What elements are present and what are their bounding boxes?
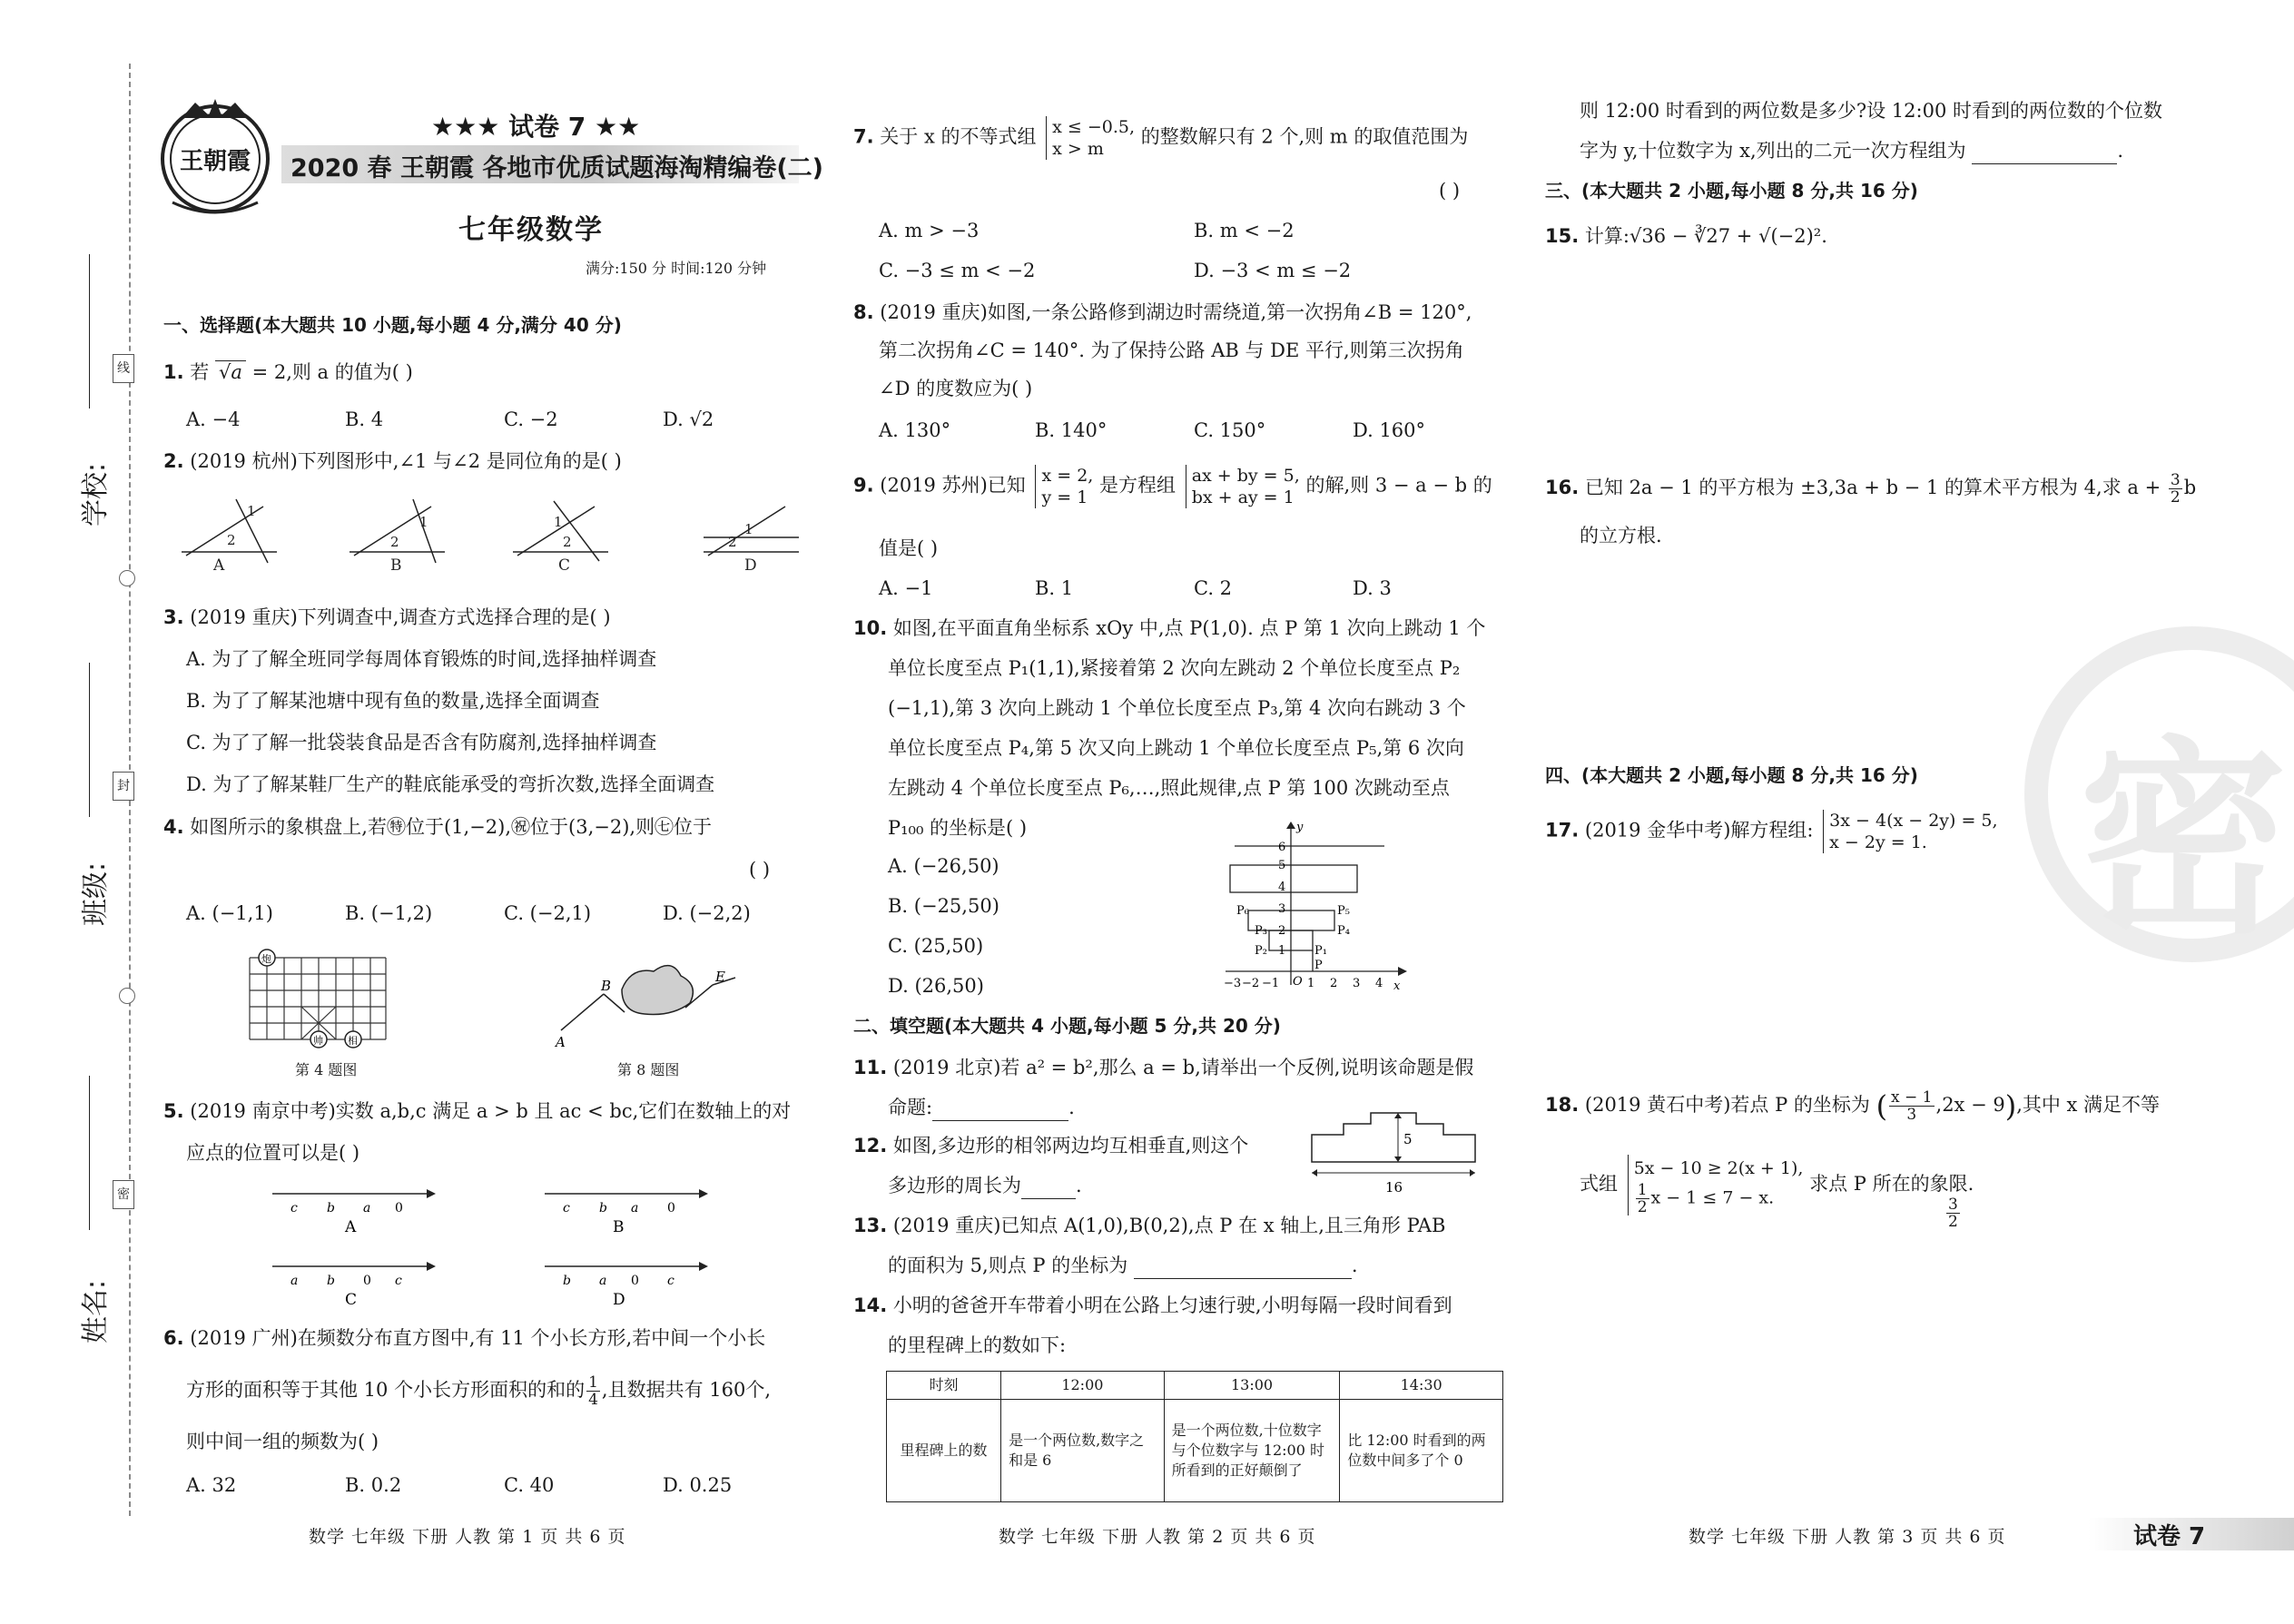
q5-number-lines — [263, 1180, 735, 1316]
q18-answer-area[interactable] — [1545, 1235, 2235, 1498]
svg-text:−3: −3 — [1224, 977, 1242, 990]
section-4-title: 四、(本大题共 2 小题,每小题 8 分,共 16 分) — [1545, 764, 1918, 786]
q13-answer-blank[interactable] — [1134, 1253, 1352, 1279]
watermark-text: 密 — [2079, 720, 2289, 962]
q8-option-d[interactable]: D. 160° — [1353, 419, 1426, 441]
q1-option-b[interactable]: B. 4 — [345, 408, 384, 430]
q1-option-a[interactable]: A. −4 — [186, 408, 241, 430]
svg-text:2: 2 — [728, 534, 737, 550]
brand-logo-text: 王朝霞 — [179, 148, 251, 175]
q10-option-b[interactable]: B. (−25,50) — [888, 895, 999, 917]
q14-answer-blank[interactable] — [1972, 138, 2117, 164]
svg-text:a: a — [363, 1201, 371, 1216]
question-6-line2: 方形的面积等于其他 10 个小长方形面积的和的 $\frac{1}{4}$ ,且数据共有 160个, — [186, 1373, 772, 1409]
svg-text:A: A — [556, 1034, 566, 1050]
question-8-line3: ∠D 的度数应为( ) — [879, 378, 1033, 399]
footer-page-2: 数学 七年级 下册 人教 第 2 页 共 6 页 — [999, 1527, 1316, 1547]
question-8: 8. (2019 重庆)如图,一条公路修到湖边时需绕道,第一次拐角∠B = 120°, — [853, 301, 1472, 323]
question-2: 2. (2019 杭州)下列图形中,∠1 与∠2 是同位角的是( ) — [163, 450, 622, 472]
subject-title: 七年级数学 — [458, 214, 604, 246]
q8-option-c[interactable]: C. 150° — [1194, 419, 1266, 441]
svg-text:1: 1 — [554, 514, 563, 530]
table-cell: 比 12:00 时看到的两位数中间多了个 0 — [1340, 1400, 1503, 1502]
q7-answer-paren: ( ) — [1439, 180, 1461, 202]
seal-tag-seal: 封 — [113, 772, 134, 801]
q5-label-a: A — [345, 1218, 357, 1236]
question-8-line2: 第二次拐角∠C = 140°. 为了保持公路 AB 与 DE 平行,则第三次拐角 — [879, 340, 1464, 361]
table-header-cell: 13:00 — [1164, 1372, 1340, 1400]
question-3: 3. (2019 重庆)下列调查中,调查方式选择合理的是( ) — [163, 606, 611, 628]
q16-answer-area[interactable] — [1545, 563, 2235, 744]
svg-text:2: 2 — [1278, 924, 1286, 938]
school-field[interactable] — [89, 254, 91, 408]
q18-frac-3-2: $\frac{3}{2}$ — [1948, 1196, 1958, 1231]
q2-label-c: C — [558, 556, 571, 572]
question-12-line2: 多边形的周长为 . — [888, 1173, 1082, 1199]
q2-angle-figures — [172, 490, 826, 572]
footer-page-1: 数学 七年级 下册 人教 第 1 页 共 6 页 — [309, 1527, 626, 1547]
q15-answer-area[interactable] — [1545, 263, 2235, 454]
svg-text:c: c — [290, 1201, 298, 1216]
q9-option-c[interactable]: C. 2 — [1194, 577, 1233, 599]
table-cell: 是一个两位数,十位数字与个位数字与 12:00 时所看到的正好颠倒了 — [1164, 1400, 1340, 1502]
question-10-line5: 左跳动 4 个单位长度至点 P₆,…,照此规律,点 P 第 100 次跳动至点 — [888, 777, 1450, 799]
question-13: 13. (2019 重庆)已知点 A(1,0),B(0,2),点 P 在 x 轴上,且三角形 PAB — [853, 1215, 1446, 1236]
svg-text:0: 0 — [667, 1201, 675, 1216]
question-10: 10. 如图,在平面直角坐标系 xOy 中,点 P(1,0). 点 P 第 1 次向上跳动 1 个 — [853, 617, 1486, 639]
lake-road-figure — [554, 958, 744, 1058]
q8-option-a[interactable]: A. 130° — [879, 419, 951, 441]
question-14-line2: 的里程碑上的数如下: — [888, 1334, 1067, 1356]
school-label: 学校: — [80, 462, 112, 527]
q12-width-label: 16 — [1385, 1179, 1403, 1196]
svg-text:−2: −2 — [1242, 977, 1260, 990]
svg-text:c: c — [667, 1274, 674, 1288]
fig10-origin: O — [1293, 975, 1303, 989]
table-header-cell: 12:00 — [1001, 1372, 1165, 1400]
svg-text:炮: 炮 — [261, 953, 271, 965]
q17-answer-area[interactable] — [1545, 881, 2235, 1071]
q7-option-d[interactable]: D. −3 < m ≤ −2 — [1194, 260, 1352, 281]
fig10-y-label: y — [1296, 822, 1304, 834]
fig8-caption: 第 8 题图 — [617, 1061, 680, 1078]
section-3-title: 三、(本大题共 2 小题,每小题 8 分,共 16 分) — [1545, 180, 1918, 202]
q9-option-a[interactable]: A. −1 — [879, 577, 933, 599]
question-13-line2: 的面积为 5,则点 P 的坐标为 . — [888, 1253, 1358, 1279]
class-field[interactable] — [89, 663, 91, 817]
question-10-line2: 单位长度至点 P₁(1,1),紧接着第 2 次向左跳动 2 个单位长度至点 P₂ — [888, 657, 1461, 679]
footer-page-3: 数学 七年级 下册 人教 第 3 页 共 6 页 — [1689, 1527, 2006, 1547]
svg-text:2: 2 — [563, 534, 572, 550]
q2-label-b: B — [390, 556, 402, 572]
question-6: 6. (2019 广州)在频数分布直方图中,有 11 个小长方形,若中间一个小长 — [163, 1327, 766, 1349]
question-12: 12. 如图,多边形的相邻两边均互相垂直,则这个 — [853, 1135, 1249, 1156]
table-cell: 是一个两位数,数字之和是 6 — [1001, 1400, 1165, 1502]
q9-option-d[interactable]: D. 3 — [1353, 577, 1392, 599]
svg-text:B: B — [601, 978, 612, 994]
question-14-cont: 则 12:00 时看到的两位数是多少?设 12:00 时看到的两位数的个位数 — [1580, 100, 2162, 122]
exam-number-title: ★★★ 试卷 7 ★★ — [431, 112, 641, 142]
svg-text:0: 0 — [395, 1201, 403, 1216]
q10-option-d[interactable]: D. (26,50) — [888, 975, 984, 997]
question-16: 16. 已知 2a − 1 的平方根为 ±3,3a + b − 1 的算术平方根为 4,求 a + $\frac{3}{2}$ b — [1545, 471, 2197, 507]
svg-text:2: 2 — [227, 532, 236, 548]
table-cell: 里程碑上的数 — [887, 1400, 1001, 1502]
svg-text:E: E — [715, 969, 725, 985]
q3-option-b[interactable]: B. 为了了解某池塘中现有鱼的数量,选择全面调查 — [186, 690, 600, 712]
svg-text:P₅: P₅ — [1337, 904, 1350, 918]
q4-option-a[interactable]: A. (−1,1) — [186, 902, 273, 924]
brand-logo — [154, 95, 277, 218]
svg-text:0: 0 — [363, 1274, 371, 1288]
q4-answer-paren: ( ) — [749, 859, 771, 881]
svg-text:1: 1 — [247, 503, 256, 519]
chessboard-figure — [241, 944, 404, 1053]
question-15: 15. 计算:√36 − ∛27 + √(−2)². — [1545, 225, 1827, 247]
q12-polygon-figure — [1307, 1107, 1489, 1198]
question-6-line3: 则中间一组的频数为( ) — [186, 1431, 379, 1452]
table-header-cell: 时刻 — [887, 1372, 1001, 1400]
q5-label-c: C — [345, 1291, 358, 1309]
question-11: 11. (2019 北京)若 a² = b²,那么 a = b,请举出一个反例,说明该命题是假 — [853, 1057, 1474, 1078]
svg-text:a: a — [599, 1274, 607, 1288]
q3-option-c[interactable]: C. 为了了解一批袋装食品是否含有防腐剂,选择抽样调查 — [186, 732, 657, 753]
svg-text:5: 5 — [1278, 859, 1286, 872]
svg-text:b: b — [327, 1201, 335, 1216]
series-title: 2020 春 王朝霞 各地市优质试题海淘精编卷(二) — [290, 154, 824, 182]
question-5-line2: 应点的位置可以是( ) — [186, 1142, 360, 1164]
q2-label-d: D — [744, 556, 757, 572]
q1-option-c[interactable]: C. −2 — [504, 408, 558, 430]
svg-text:−1: −1 — [1262, 977, 1280, 990]
binding-hole-icon — [119, 570, 135, 586]
question-5: 5. (2019 南京中考)实数 a,b,c 满足 a > b 且 ac < bc,它们在数轴上的对 — [163, 1100, 792, 1122]
q10-option-c[interactable]: C. (25,50) — [888, 935, 984, 957]
q5-label-d: D — [613, 1291, 625, 1309]
svg-text:帅: 帅 — [313, 1035, 323, 1047]
q12-answer-blank[interactable] — [1021, 1173, 1076, 1199]
svg-text:6: 6 — [1278, 841, 1286, 854]
svg-text:P: P — [1314, 959, 1323, 972]
svg-text:4: 4 — [1278, 881, 1286, 894]
q5-label-b: B — [613, 1218, 625, 1236]
q7-option-a[interactable]: A. m > −3 — [879, 220, 980, 241]
fig4-caption: 第 4 题图 — [295, 1061, 358, 1078]
q6-option-a[interactable]: A. 32 — [186, 1474, 237, 1496]
svg-text:3: 3 — [1278, 902, 1286, 916]
fig10-x-label: x — [1393, 979, 1401, 993]
svg-text:P₃: P₃ — [1255, 924, 1267, 938]
q7-option-b[interactable]: B. m < −2 — [1194, 220, 1295, 241]
svg-text:b: b — [327, 1274, 335, 1288]
table-row — [887, 1400, 1503, 1502]
svg-text:1: 1 — [1278, 944, 1286, 958]
question-11-line2: 命题: . — [888, 1095, 1075, 1121]
svg-text:3: 3 — [1353, 977, 1361, 990]
name-label: 姓名: — [80, 1279, 112, 1343]
q8-option-b[interactable]: B. 140° — [1035, 419, 1108, 441]
section-2-title: 二、填空题(本大题共 4 小题,每小题 5 分,共 20 分) — [853, 1015, 1281, 1037]
svg-text:P₁: P₁ — [1314, 944, 1327, 958]
milestone-table — [886, 1371, 1503, 1502]
question-10-line4: 单位长度至点 P₄,第 5 次又向上跳动 1 个单位长度至点 P₅,第 6 次向 — [888, 737, 1464, 759]
svg-text:b: b — [563, 1274, 571, 1288]
question-18: 18. (2019 黄石中考)若点 P 的坐标为 ( $\frac{x - 1}{3}$ ,2x − 9),其中 x 满足不等 — [1545, 1088, 2161, 1124]
question-9-line2: 值是( ) — [879, 537, 939, 559]
q3-option-a[interactable]: A. 为了了解全班同学每周体育锻炼的时间,选择抽样调查 — [186, 648, 657, 670]
seal-tag-secret: 密 — [113, 1180, 134, 1209]
question-14: 14. 小明的爸爸开车带着小明在公路上匀速行驶,小明每隔一段时间看到 — [853, 1294, 1452, 1316]
svg-text:a: a — [290, 1274, 299, 1288]
q6-option-b[interactable]: B. 0.2 — [345, 1474, 402, 1496]
svg-text:1: 1 — [419, 514, 428, 530]
q4-option-c[interactable]: C. (−2,1) — [504, 902, 592, 924]
question-17: 17. (2019 金华中考)解方程组: 3x − 4(x − 2y) = 5, x − 2y = 1. — [1545, 811, 1998, 852]
q4-option-d[interactable]: D. (−2,2) — [663, 902, 751, 924]
svg-text:1: 1 — [744, 521, 753, 537]
question-18-line2: 式组 5x − 10 ≥ 2(x + 1), $\frac{1}{2}$ x − 1 ≤ 7 − x. 求点 P 所在的象限. — [1580, 1155, 1974, 1216]
q10-option-a[interactable]: A. (−26,50) — [888, 855, 999, 877]
q7-option-c[interactable]: C. −3 ≤ m < −2 — [879, 260, 1036, 281]
svg-text:0: 0 — [631, 1274, 639, 1288]
q6-option-c[interactable]: C. 40 — [504, 1474, 555, 1496]
q10-coordinate-figure — [1216, 822, 1407, 994]
svg-text:a: a — [631, 1201, 639, 1216]
svg-text:c: c — [563, 1201, 570, 1216]
question-1: 1. 若 √a = 2,则 a 的值为( ) — [163, 361, 413, 383]
svg-text:P₄: P₄ — [1337, 924, 1350, 938]
table-header-row — [887, 1372, 1503, 1400]
corner-exam-tag: 试卷 7 — [2133, 1523, 2206, 1550]
class-label: 班级: — [80, 861, 112, 926]
svg-text:b: b — [599, 1201, 607, 1216]
q3-option-d[interactable]: D. 为了了解某鞋厂生产的鞋底能承受的弯折次数,选择全面调查 — [186, 773, 715, 795]
q12-height-label: 5 — [1403, 1131, 1413, 1147]
svg-text:c: c — [395, 1274, 402, 1288]
q2-label-a: A — [213, 556, 225, 572]
question-9: 9. (2019 苏州)已知 x = 2, y = 1 是方程组 ax + by = 5, bx + ay = 1 的解,则 3 − a − b 的 — [853, 466, 1492, 507]
score-time: 满分:150 分 时间:120 分钟 — [586, 260, 767, 277]
q4-option-b[interactable]: B. (−1,2) — [345, 902, 433, 924]
q1-option-d[interactable]: D. √2 — [663, 408, 714, 430]
svg-text:1: 1 — [1307, 977, 1315, 990]
svg-text:P₂: P₂ — [1255, 944, 1267, 958]
question-14-cont2: 字为 y,十位数字为 x,列出的二元一次方程组为 . — [1580, 138, 2123, 164]
q9-option-b[interactable]: B. 1 — [1035, 577, 1074, 599]
table-header-cell: 14:30 — [1340, 1372, 1503, 1400]
seal-tag-line: 线 — [113, 354, 134, 383]
question-16-line2: 的立方根. — [1580, 525, 1662, 546]
svg-text:2: 2 — [390, 534, 399, 550]
svg-text:P₆: P₆ — [1236, 904, 1249, 918]
svg-text:2: 2 — [1330, 977, 1338, 990]
section-1-title: 一、选择题(本大题共 10 小题,每小题 4 分,满分 40 分) — [163, 314, 622, 336]
question-7: 7. 关于 x 的不等式组 x ≤ −0.5, x > m 的整数解只有 2 个,则 m 的取值范围为 — [853, 117, 1469, 159]
question-4: 4. 如图所示的象棋盘上,若㊕位于(1,−2),㊗位于(3,−2),则㊆位于 — [163, 816, 713, 838]
name-field[interactable] — [89, 1076, 91, 1230]
svg-text:4: 4 — [1375, 977, 1383, 990]
question-10-line6: P₁₀₀ 的坐标是( ) — [888, 817, 1028, 839]
question-10-line3: (−1,1),第 3 次向上跳动 1 个单位长度至点 P₃,第 4 次向右跳动 3 个 — [888, 697, 1466, 719]
q6-option-d[interactable]: D. 0.25 — [663, 1474, 733, 1496]
q11-answer-blank[interactable] — [932, 1095, 1068, 1121]
binding-hole-icon — [119, 988, 135, 1004]
svg-text:相: 相 — [348, 1035, 358, 1047]
